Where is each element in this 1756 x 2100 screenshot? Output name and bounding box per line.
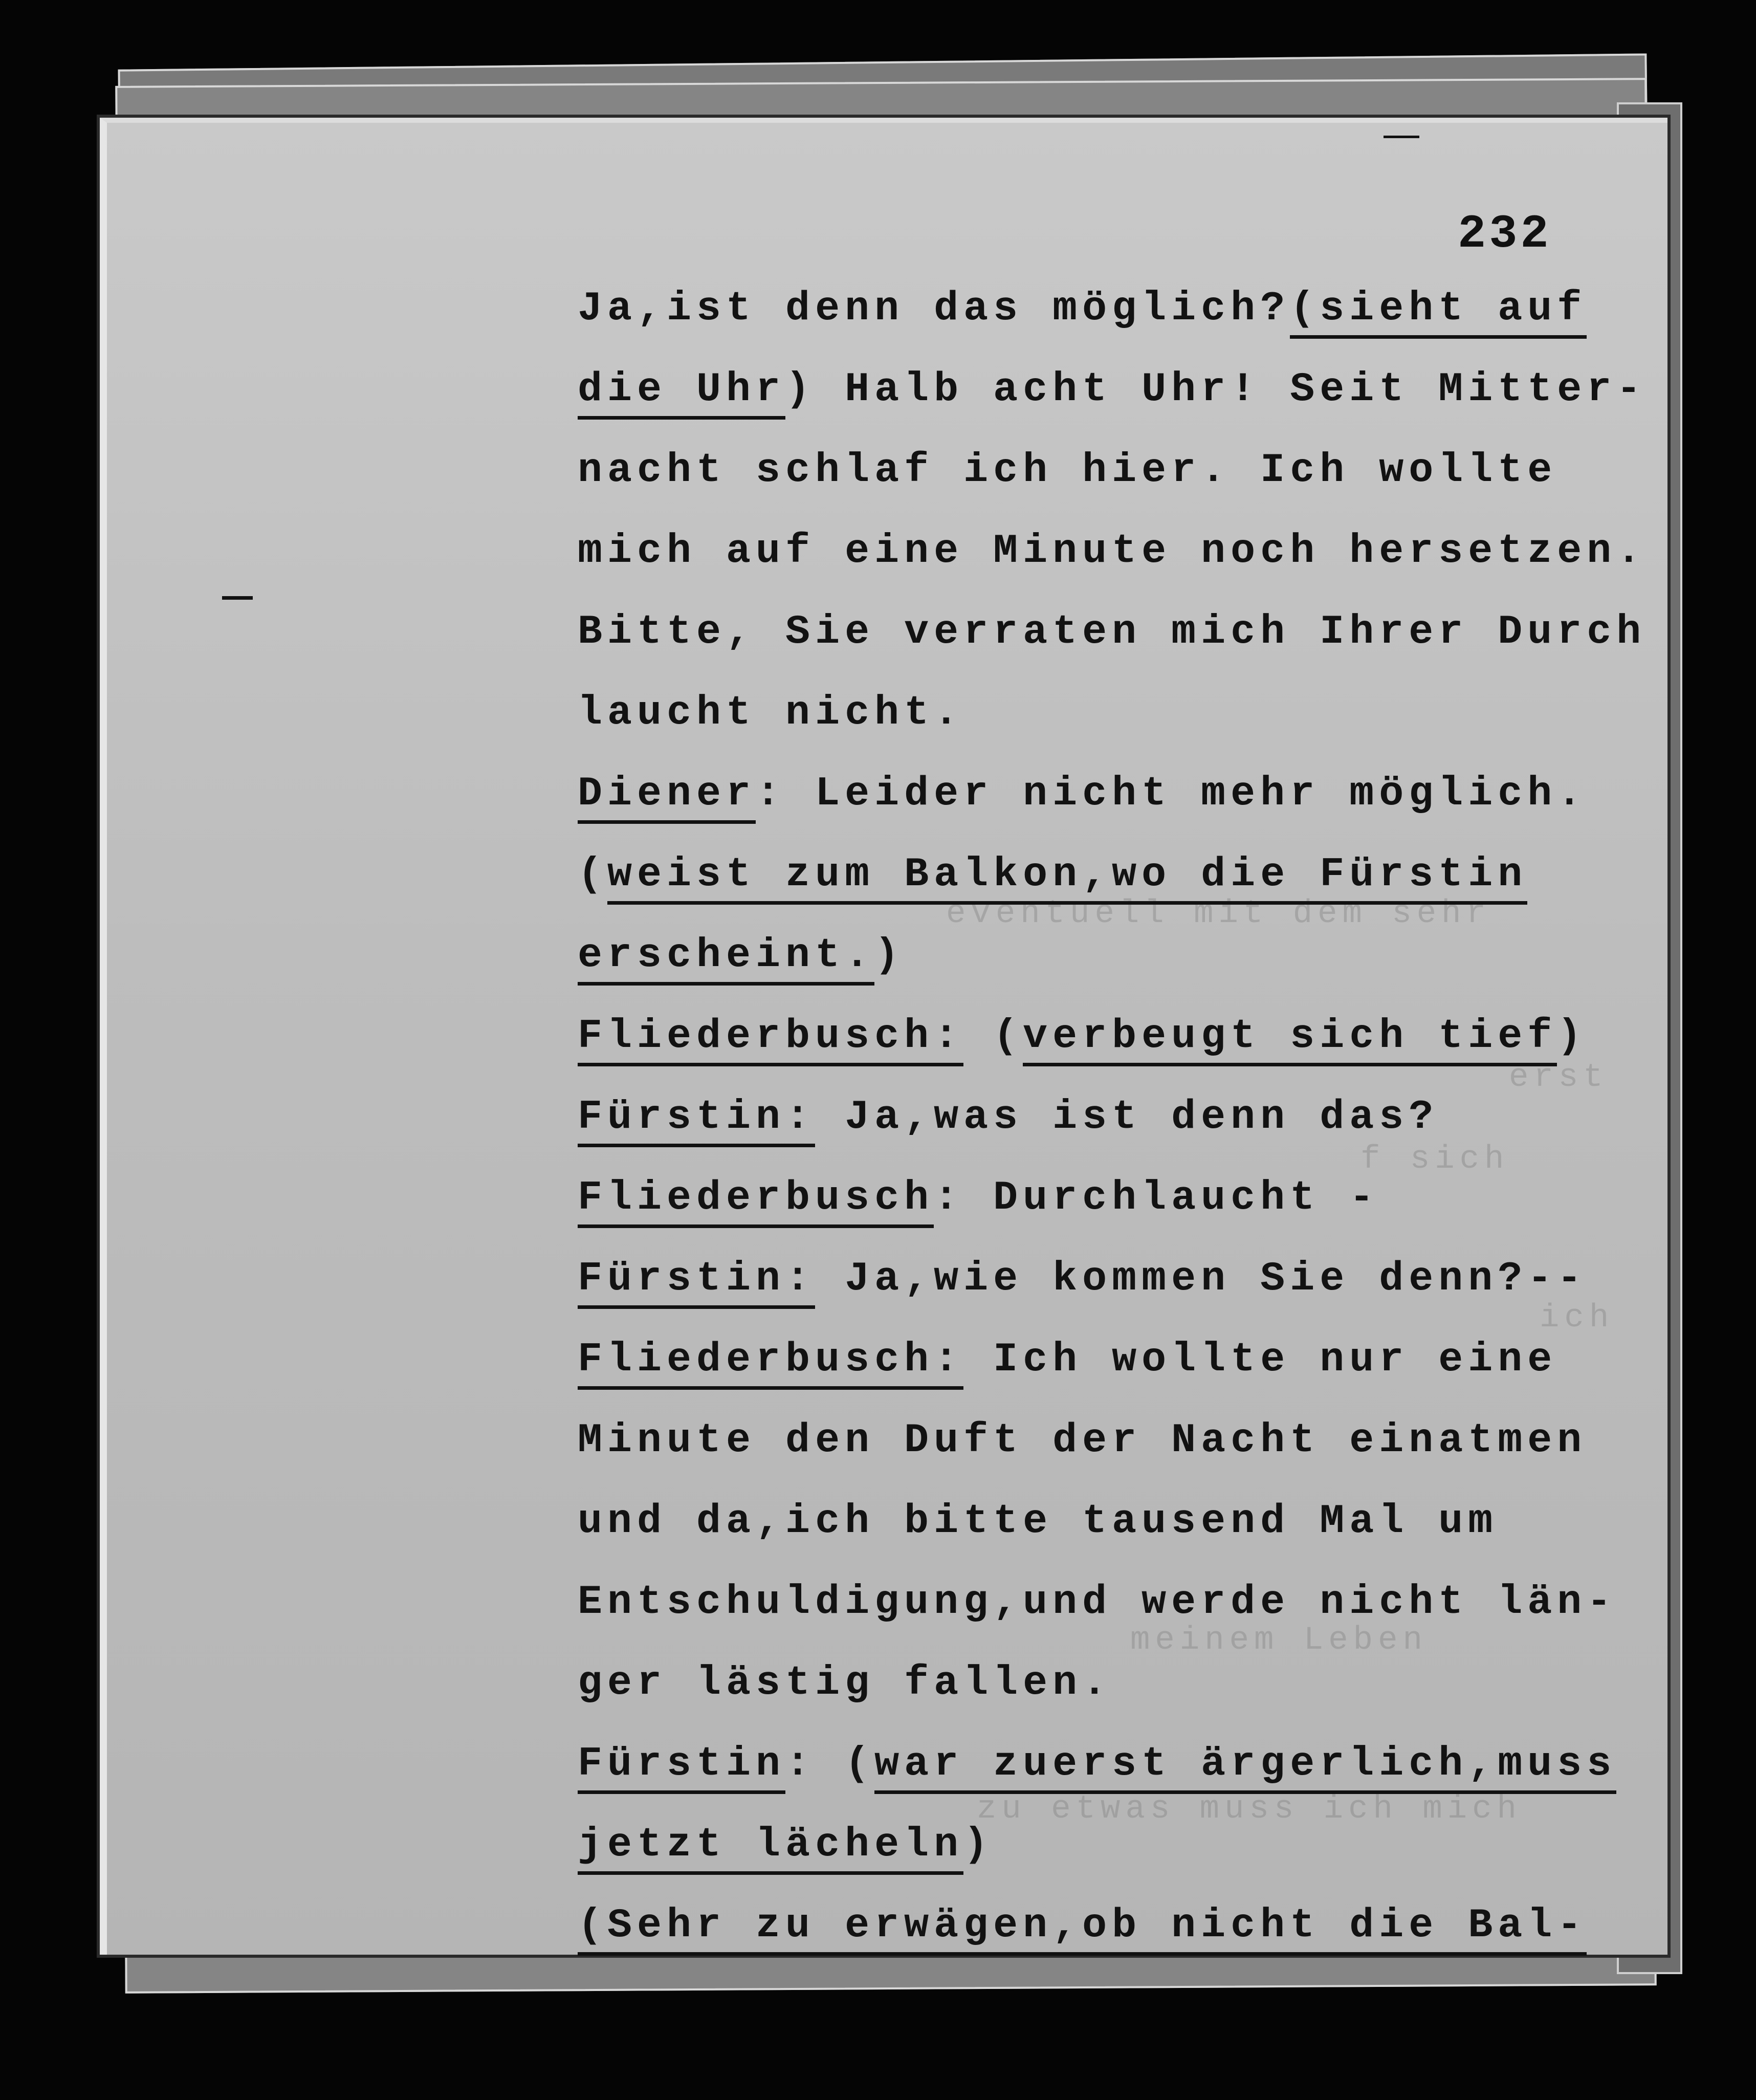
text-segment: nacht schlaf ich hier. Ich wollte — [578, 447, 1557, 494]
bleed-through-text: erst — [1509, 1059, 1608, 1096]
text-line — [578, 511, 1662, 592]
underlined-text: Fliederbusch — [578, 1175, 934, 1228]
underlined-text: Fürstin — [578, 1741, 785, 1794]
text-line — [578, 996, 1662, 1077]
text-segment: ) — [874, 932, 905, 979]
text-segment: : ( — [785, 1741, 875, 1787]
underlined-text: (sieht auf — [1290, 286, 1587, 339]
bleed-through-text: f sich — [1360, 1141, 1509, 1178]
page-number: 232 — [1458, 207, 1552, 261]
text-line — [578, 1643, 1662, 1724]
text-segment: Minute den Duft der Nacht einatmen — [578, 1417, 1587, 1464]
underlined-text: Fürstin: — [578, 1256, 815, 1309]
text-line — [578, 269, 1662, 349]
margin-mark — [222, 596, 253, 600]
text-line — [578, 915, 1662, 996]
typed-text-block — [578, 269, 1662, 1966]
text-segment: mich auf eine Minute noch hersetzen. — [578, 528, 1647, 575]
text-line — [578, 430, 1662, 511]
text-segment: Ich wollte nur eine — [963, 1337, 1557, 1383]
text-segment: Ja,was ist denn das? — [815, 1094, 1439, 1141]
text-line — [578, 1805, 1662, 1886]
text-segment: und da,ich bitte tausend Mal um — [578, 1498, 1498, 1545]
text-segment: : Leider nicht mehr möglich. — [756, 771, 1587, 817]
text-line — [578, 1077, 1662, 1158]
underlined-text: die Uhr — [578, 366, 785, 420]
text-segment: laucht nicht. — [578, 690, 964, 736]
underlined-text: jetzt lächeln — [578, 1822, 963, 1875]
text-segment: Ja,wie kommen Sie denn?-- — [815, 1256, 1587, 1302]
bleed-through-text: meinem Leben — [1130, 1622, 1428, 1659]
underlined-text: erscheint. — [578, 932, 874, 986]
text-segment: Entschuldigung,und werde nicht län- — [578, 1579, 1617, 1626]
text-line — [578, 1886, 1662, 1966]
text-segment: ) — [1557, 1013, 1587, 1060]
text-segment: ) — [963, 1822, 994, 1868]
text-line — [578, 835, 1662, 915]
text-line — [578, 1239, 1662, 1320]
text-segment: ger lästig fallen. — [578, 1660, 1112, 1707]
underlined-text: Fliederbusch: — [578, 1013, 963, 1066]
text-line — [578, 1320, 1662, 1401]
text-segment: ) Halb acht Uhr! Seit Mitter- — [785, 366, 1647, 413]
underlined-text: war zuerst ärgerlich,muss — [874, 1741, 1616, 1794]
text-line — [578, 1401, 1662, 1481]
bleed-through-text: ich — [1540, 1300, 1614, 1337]
underlined-text: Diener — [578, 771, 756, 824]
text-line — [578, 1562, 1662, 1643]
underlined-text: Fliederbusch: — [578, 1337, 963, 1390]
text-line — [578, 673, 1662, 754]
underlined-text: Fürstin: — [578, 1094, 815, 1147]
typewritten-page — [100, 118, 1667, 1955]
bleed-through-text: zu etwas muss ich mich — [977, 1791, 1522, 1828]
bleed-through-text: eventuell mit dem sehr — [946, 895, 1491, 932]
text-line — [578, 1158, 1662, 1239]
text-line — [578, 1481, 1662, 1562]
text-segment: ( — [963, 1013, 1023, 1060]
underlined-text: (Sehr zu erwägen,ob nicht die Bal- — [578, 1902, 1587, 1956]
underlined-text: weist zum Balkon,wo die Fürstin — [607, 851, 1527, 905]
text-segment: Ja,ist denn das möglich? — [578, 286, 1290, 332]
text-line — [578, 592, 1662, 673]
text-segment: : Durchlaucht - — [934, 1175, 1379, 1221]
text-line — [578, 1724, 1662, 1805]
text-line — [578, 349, 1662, 430]
underlined-text: verbeugt sich tief — [1023, 1013, 1557, 1066]
text-line — [578, 754, 1662, 835]
text-segment: Bitte, Sie verraten mich Ihrer Durch — [578, 609, 1647, 655]
margin-mark — [1384, 136, 1419, 138]
text-segment: ( — [578, 851, 608, 898]
